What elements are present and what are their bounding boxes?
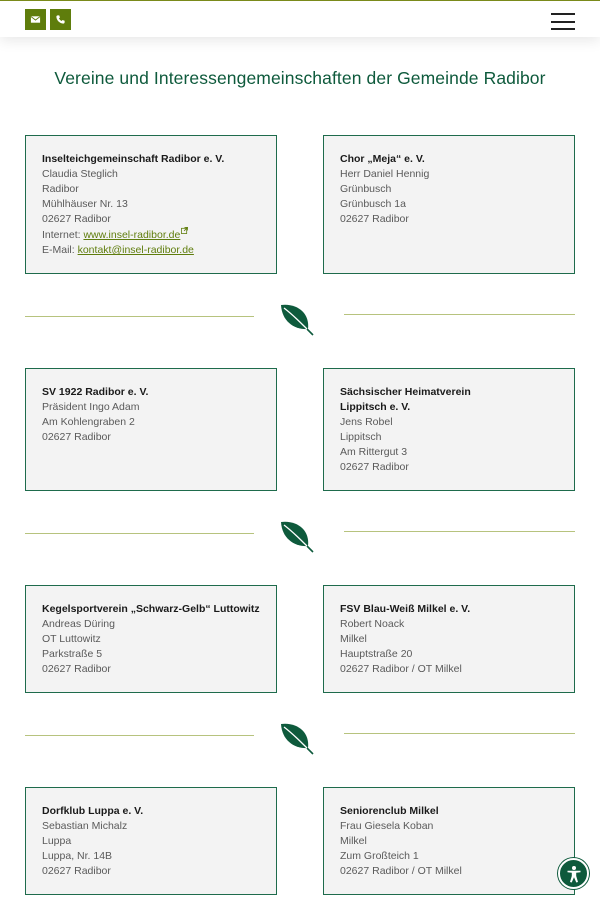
club-card (25, 787, 277, 895)
club-card (25, 135, 277, 274)
address-line: 02627 Radibor (42, 865, 111, 877)
contact-person: Andreas Düring (42, 618, 115, 630)
address-line: Grünbusch 1a (340, 198, 406, 210)
email-link[interactable]: kontakt@insel-radibor.de (77, 244, 194, 256)
address-line: Hauptstraße 20 (340, 648, 413, 660)
club-name-line-2: Lippitsch e. V. (340, 401, 411, 413)
address-line: Luppa (42, 835, 72, 847)
address-line: Am Rittergut 3 (340, 446, 408, 458)
section-divider (25, 302, 575, 342)
top-bar (0, 0, 600, 37)
contact-person: Präsident Ingo Adam (42, 401, 140, 413)
address-line: 02627 Radibor (42, 213, 111, 225)
club-card (323, 368, 575, 491)
internet-label: Internet: (42, 229, 84, 241)
club-card (25, 368, 277, 491)
address-line: Milkel (340, 835, 367, 847)
address-line: 02627 Radibor (42, 431, 111, 443)
address-line: 02627 Radibor (340, 213, 409, 225)
club-name: SV 1922 Radibor e. V. (42, 386, 149, 398)
address-line: 02627 Radibor / OT Milkel (340, 663, 462, 675)
club-name: Seniorenclub Milkel (340, 805, 439, 817)
leaf-icon (279, 302, 317, 338)
club-name: Dorfklub Luppa e. V. (42, 805, 144, 817)
contact-person: Claudia Steglich (42, 168, 118, 180)
address-line: Am Kohlengraben 2 (42, 416, 135, 428)
website-link[interactable]: www.insel-radibor.de (83, 229, 181, 241)
address-line: 02627 Radibor (340, 461, 409, 473)
club-card (323, 135, 575, 274)
club-name-line-1: Sächsischer Heimatverein (340, 386, 471, 398)
address-line: Parkstraße 5 (42, 648, 103, 660)
address-line: 02627 Radibor (42, 663, 111, 675)
club-name: Kegelsportverein „Schwarz-Gelb“ Luttowitz (42, 603, 260, 615)
address-line: Luppa, Nr. 14B (42, 850, 113, 862)
address-line: 02627 Radibor / OT Milkel (340, 865, 462, 877)
internet-row (42, 227, 261, 243)
address-line: OT Luttowitz (42, 633, 101, 645)
email-row (42, 243, 261, 258)
club-card (323, 787, 575, 895)
contact-person: Jens Robel (340, 416, 393, 428)
address-line: Milkel (340, 633, 367, 645)
contact-person: Sebastian Michalz (42, 820, 128, 832)
section-divider (25, 721, 575, 761)
club-card (323, 585, 575, 693)
address-line: Zum Großteich 1 (340, 850, 419, 862)
club-card (25, 585, 277, 693)
address-line: Mühlhäuser Nr. 13 (42, 198, 128, 210)
club-name: Chor „Meja“ e. V. (340, 153, 425, 165)
external-link-icon (181, 227, 188, 234)
page-title: Vereine und Interessengemeinschaften der Gemeinde Radibor (54, 68, 546, 88)
contact-person: Robert Noack (340, 618, 405, 630)
contact-person: Herr Daniel Hennig (340, 168, 430, 180)
email-label: E-Mail: (42, 244, 78, 256)
address-line: Grünbusch (340, 183, 392, 195)
accessibility-icon[interactable] (558, 858, 589, 889)
club-name: FSV Blau-Weiß Milkel e. V. (340, 603, 471, 615)
phone-icon[interactable] (50, 9, 71, 30)
hamburger-menu-icon[interactable] (551, 13, 575, 30)
contact-person: Frau Giesela Koban (340, 820, 434, 832)
address-line: Lippitsch (340, 431, 382, 443)
section-divider (25, 519, 575, 559)
club-name: Inselteichgemeinschaft Radibor e. V. (42, 153, 225, 165)
leaf-icon (279, 519, 317, 555)
envelope-icon[interactable] (25, 9, 46, 30)
leaf-icon (279, 721, 317, 757)
address-line: Radibor (42, 183, 79, 195)
